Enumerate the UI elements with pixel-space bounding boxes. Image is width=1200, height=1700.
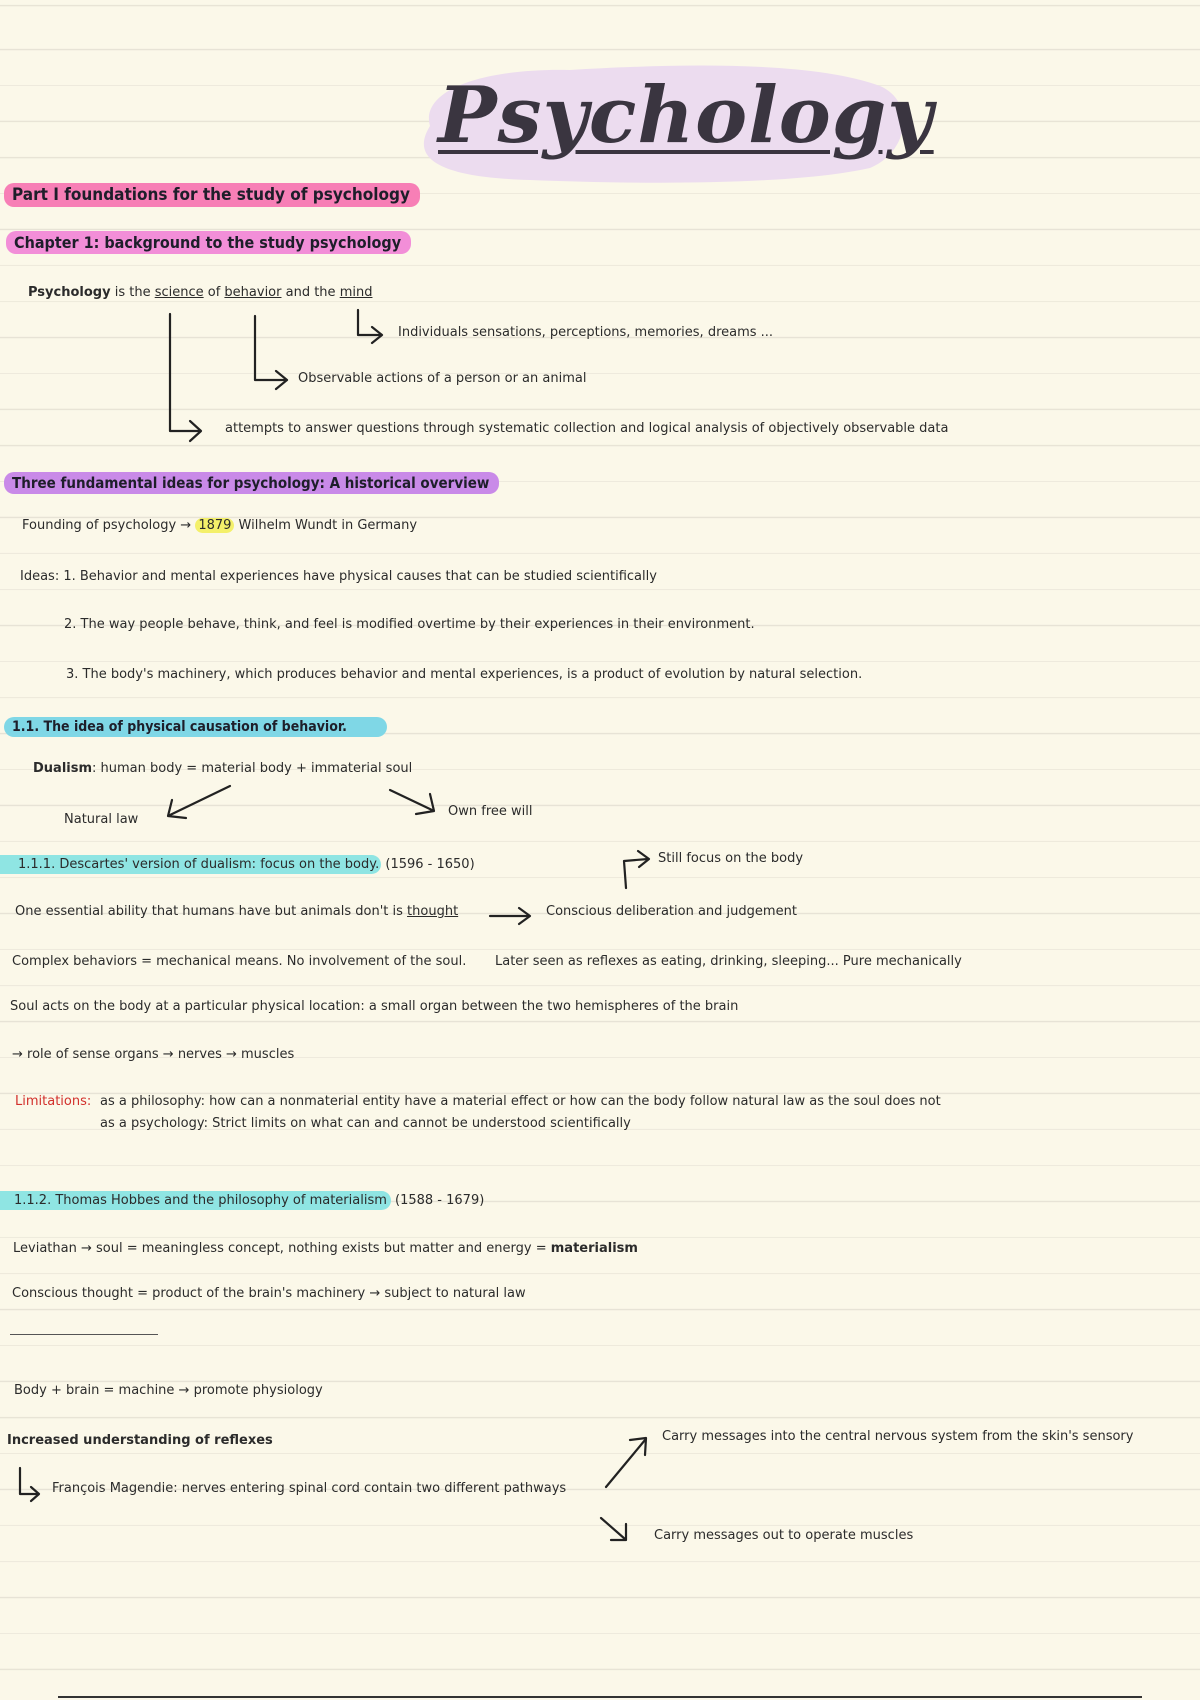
natural-law: Natural law <box>64 812 139 827</box>
reflexes-note: Later seen as reflexes as eating, drinking, sleeping... Pure mechanically <box>495 954 962 969</box>
complex-behaviors: Complex behaviors = mechanical means. No involvement of the soul. <box>12 954 467 969</box>
year-highlight: 1879 <box>195 518 234 533</box>
page-bottom-rule <box>58 1696 1142 1698</box>
psychology-definition: Psychology is the science of behavior and the mind <box>28 285 373 300</box>
three-ideas-heading: Three fundamental ideas for psychology: A historical overview <box>4 474 499 492</box>
title-area <box>410 56 934 186</box>
idea-2: 2. The way people behave, think, and feel is modified overtime by their experiences in their environment. <box>64 617 755 632</box>
mind-note: Individuals sensations, perceptions, memories, dreams ... <box>398 325 774 340</box>
thought-word: thought <box>407 904 459 919</box>
behavior-arrow-icon <box>255 316 287 389</box>
sense-organs-chain: → role of sense organs → nerves → muscles <box>12 1047 295 1062</box>
natural-law-arrow-icon <box>168 786 230 818</box>
mind-arrow-icon <box>358 310 382 343</box>
essential-ability: One essential ability that humans have but animals don't is thought <box>15 904 459 919</box>
chapter-heading: Chapter 1: background to the study psychology <box>6 234 411 252</box>
limitation-psychology: as a psychology: Strict limits on what can and cannot be understood scientifically <box>100 1116 631 1131</box>
founding-line: Founding of psychology → 1879 Wilhelm Wundt in Germany <box>22 518 418 533</box>
idea-1: Ideas: 1. Behavior and mental experiences have physical causes that can be studied scientifically <box>20 569 657 584</box>
magendie-arrow-icon <box>20 1468 39 1501</box>
sensory-arrow-icon <box>606 1438 646 1487</box>
conscious-thought: Conscious thought = product of the brain's machinery → subject to natural law <box>12 1286 526 1301</box>
motor-pathway: Carry messages out to operate muscles <box>654 1528 914 1543</box>
mind-word: mind <box>339 285 373 300</box>
magendie-line: François Magendie: nerves entering spinal cord contain two different pathways <box>52 1481 567 1496</box>
section-1-1-heading: 1.1. The idea of physical causation of behavior. <box>4 718 387 736</box>
still-focus-arrow-icon <box>624 851 649 888</box>
sensory-pathway: Carry messages into the central nervous system from the skin's sensory <box>662 1429 1134 1444</box>
reflexes-heading: Increased understanding of reflexes <box>7 1433 273 1448</box>
science-arrow-icon <box>170 314 201 441</box>
limitations-label: Limitations: <box>15 1094 92 1109</box>
science-note: attempts to answer questions through systematic collection and logical analysis of objectively observable data <box>225 421 949 436</box>
idea-3: 3. The body's machinery, which produces behavior and mental experiences, is a product of evolution by natural selection. <box>66 667 863 682</box>
free-will-arrow-icon <box>390 790 434 814</box>
own-free-will: Own free will <box>448 804 533 819</box>
section-1-1-1-heading: 1.1.1. Descartes' version of dualism: focus on the body. (1596 - 1650) <box>0 856 475 874</box>
motor-arrow-icon <box>601 1518 626 1540</box>
limitation-philosophy: as a philosophy: how can a nonmaterial entity have a material effect or how can the body follow natural law as the soul does not <box>100 1094 941 1109</box>
dualism-line: Dualism: human body = material body + immaterial soul <box>33 761 413 776</box>
page-title: Psychology <box>438 70 934 161</box>
conscious-deliberation: Conscious deliberation and judgement <box>546 904 797 919</box>
behavior-word: behavior <box>224 285 282 300</box>
section-1-1-2-heading: 1.1.2. Thomas Hobbes and the philosophy of materialism (1588 - 1679) <box>0 1192 484 1210</box>
still-focus-note: Still focus on the body <box>658 851 804 866</box>
behavior-note: Observable actions of a person or an animal <box>298 371 587 386</box>
leviathan-line: Leviathan → soul = meaningless concept, nothing exists but matter and energy = materialism <box>13 1241 638 1256</box>
science-word: science <box>154 285 204 300</box>
thought-arrow-icon <box>490 908 530 924</box>
body-brain-machine: Body + brain = machine → promote physiology <box>14 1383 323 1398</box>
divider-short <box>10 1334 158 1335</box>
soul-acts: Soul acts on the body at a particular physical location: a small organ between the two hemispheres of the brain <box>10 999 739 1014</box>
part-heading: Part I foundations for the study of psychology <box>4 186 420 204</box>
